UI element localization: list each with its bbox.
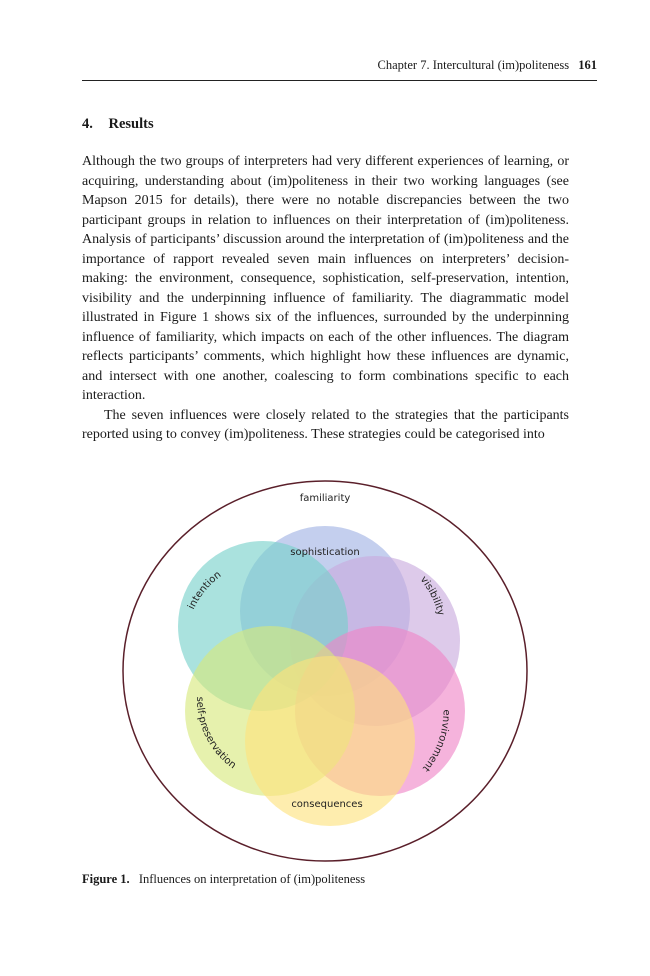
section-title: Results	[108, 116, 154, 132]
running-title: Chapter 7. Intercultural (im)politeness	[377, 58, 570, 72]
figure-caption	[82, 872, 365, 887]
page-number: 161	[578, 58, 597, 72]
visibility-label: visibility	[417, 574, 447, 617]
caption-text: Influences on interpretation of (im)politeness	[138, 872, 366, 886]
intention-label: intention	[186, 569, 224, 612]
self-preservation-label: self-preservation	[193, 696, 238, 772]
section-number: 4.	[82, 116, 93, 132]
header-text	[378, 58, 597, 73]
familiarity-label: familiarity	[299, 493, 351, 504]
caption-label: Figure 1.	[82, 872, 130, 886]
running-header	[82, 56, 597, 81]
environment-label: environment	[420, 709, 452, 774]
consequences-label: consequences	[291, 799, 363, 810]
sophistication-label: sophistication	[290, 547, 360, 558]
section-heading	[82, 116, 154, 133]
paragraph: Although the two groups of interpreters had very different experiences of learning, or acquiring, understanding about (im)politeness in their two working languages (see Mapson 2015 for details), there were no notable discrepancies between the two participant groups in relation to influences on their interpretation of (im)politeness. Analysis of participants’ discussion around the interpretation of (im)politeness and the importance of rapport revealed seven main influences on interpreters’ decision-making: the environment, consequence, sophistication, self-preservation, intention, visibility and the underpinning influence of familiarity. The diagrammatic model illustrated in Figure 1 shows six of the influences, surrounded by the underpinning influence of familiarity, which impacts on each of the other influences. The diagram reflects participants’ comments, which highlight how these influences are dynamic, and intersect with one another, coalescing to form combinations specific to each interaction.	[82, 154, 569, 403]
body-text	[82, 152, 569, 445]
influences-diagram	[115, 476, 535, 868]
paragraph: The seven influences were closely related to the strategies that the participants reported using to convey (im)politeness. These strategies could be categorised into	[82, 407, 569, 442]
